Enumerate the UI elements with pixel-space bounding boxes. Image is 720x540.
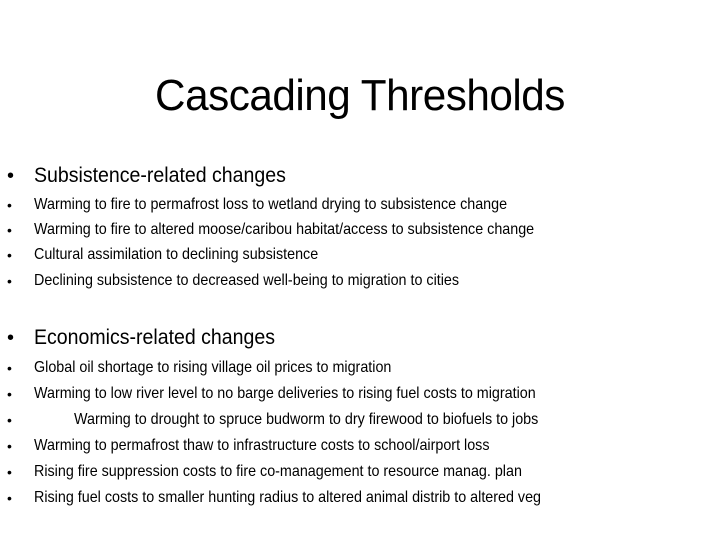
item-text: Cultural assimilation to declining subsistence xyxy=(34,246,319,263)
list-item xyxy=(0,487,720,509)
list-item xyxy=(0,461,720,483)
heading-text: Subsistence-related changes xyxy=(34,164,286,187)
bullet-icon: • xyxy=(7,197,12,213)
bullet-icon: • xyxy=(7,438,12,454)
section-heading-subsistence xyxy=(0,162,720,190)
item-text: Declining subsistence to decreased well-being to migration to cities xyxy=(34,272,460,289)
list-item xyxy=(0,270,720,292)
bullet-icon: • xyxy=(7,222,12,238)
item-text: Rising fuel costs to smaller hunting radius to altered animal distrib to altered veg xyxy=(34,489,542,506)
list-item xyxy=(0,194,720,216)
bullet-icon: • xyxy=(7,490,12,506)
bullet-icon: • xyxy=(7,464,12,480)
bullet-icon: • xyxy=(7,247,12,263)
bullet-icon: • xyxy=(7,273,12,289)
item-text: Warming to fire to altered moose/caribou habitat/access to subsistence change xyxy=(34,221,535,238)
item-text: Rising fire suppression costs to fire co-management to resource manag. plan xyxy=(34,463,522,480)
section-heading-economics xyxy=(0,324,720,352)
item-text: Global oil shortage to rising village oil prices to migration xyxy=(34,359,392,376)
item-text: Warming to drought to spruce budworm to dry firewood to biofuels to jobs xyxy=(74,411,539,428)
item-text: Warming to fire to permafrost loss to wetland drying to subsistence change xyxy=(34,196,508,213)
list-item xyxy=(0,357,720,379)
bullet-icon: • xyxy=(7,412,12,428)
list-item xyxy=(0,244,720,266)
bullet-icon: • xyxy=(7,165,15,187)
bullet-icon: • xyxy=(7,386,12,402)
list-item xyxy=(0,383,720,405)
list-item xyxy=(0,435,720,457)
item-text: Warming to permafrost thaw to infrastructure costs to school/airport loss xyxy=(34,437,490,454)
heading-text: Economics-related changes xyxy=(34,326,276,349)
list-item xyxy=(0,409,720,431)
bullet-icon: • xyxy=(7,327,15,349)
slide-title: Cascading Thresholds xyxy=(155,71,565,120)
item-text: Warming to low river level to no barge deliveries to rising fuel costs to migration xyxy=(34,385,536,402)
bullet-icon: • xyxy=(7,360,12,376)
list-item xyxy=(0,219,720,241)
